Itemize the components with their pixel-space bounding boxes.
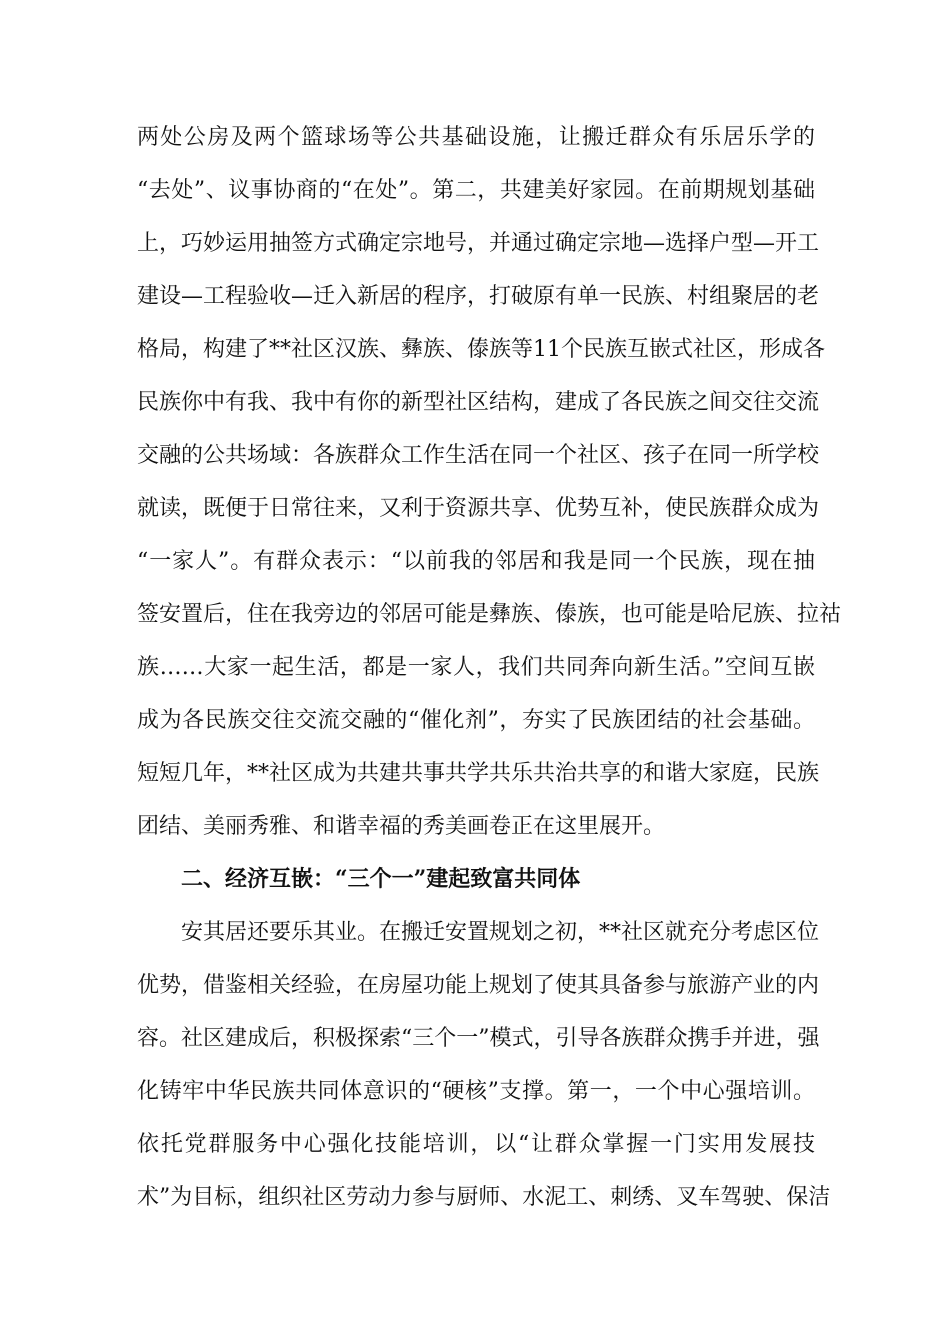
paragraph-1 bbox=[137, 111, 842, 853]
text-line: 团结、美丽秀雅、和谐幸福的秀美画卷正在这里展开。 bbox=[137, 814, 666, 839]
text-line: “一家人”。有群众表示：“以前我的邻居和我是同一个民族，现在抽 bbox=[137, 549, 815, 574]
text-line: 化铸牢中华民族共同体意识的“硬核”支撑。第一，一个中心强培训。 bbox=[137, 1079, 815, 1104]
text-line: 格局，构建了**社区汉族、彝族、傣族等11个民族互嵌式社区，形成各 bbox=[137, 337, 825, 362]
text-line: 术”为目标，组织社区劳动力参与厨师、水泥工、刺绣、叉车驾驶、保洁 bbox=[137, 1185, 831, 1210]
text-line: 安其居还要乐其业。在搬迁安置规划之初，**社区就充分考虑区位 bbox=[181, 920, 820, 945]
text-line: 两处公房及两个篮球场等公共基础设施，让搬迁群众有乐居乐学的 bbox=[137, 125, 815, 150]
text-line: 优势，借鉴相关经验，在房屋功能上规划了使其具备参与旅游产业的内 bbox=[137, 973, 820, 998]
text-line: 成为各民族交往交流交融的“催化剂”，夯实了民族团结的社会基础。 bbox=[137, 708, 815, 733]
text-line: 签安置后，住在我旁边的邻居可能是彝族、傣族，也可能是哈尼族、拉祜 bbox=[137, 602, 842, 627]
text-line: 建设—工程验收—迁入新居的程序，打破原有单一民族、村组聚居的老 bbox=[137, 284, 820, 309]
paragraph-2 bbox=[137, 906, 831, 1224]
text-line: 就读，既便于日常往来，又利于资源共享、优势互补，使民族群众成为 bbox=[137, 496, 820, 521]
text-line: “去处”、议事协商的“在处”。第二，共建美好家园。在前期规划基础 bbox=[137, 178, 815, 203]
text-line: 上，巧妙运用抽签方式确定宗地号，并通过确定宗地—选择户型—开工 bbox=[137, 231, 820, 256]
section-heading: 二、经济互嵌：“三个一”建起致富共同体 bbox=[181, 866, 581, 892]
text-line: 族……大家一起生活，都是一家人，我们共同奔向新生活。”空间互嵌 bbox=[137, 655, 815, 680]
text-line: 民族你中有我、我中有你的新型社区结构，建成了各民族之间交往交流 bbox=[137, 390, 820, 415]
text-line: 短短几年，**社区成为共建共事共学共乐共治共享的和谐大家庭，民族 bbox=[137, 761, 820, 786]
text-line: 容。社区建成后，积极探索“三个一”模式，引导各族群众携手并进，强 bbox=[137, 1026, 820, 1051]
text-line: 依托党群服务中心强化技能培训，以“让群众掌握一门实用发展技 bbox=[137, 1132, 815, 1157]
document-page bbox=[137, 111, 842, 1224]
text-line: 交融的公共场域：各族群众工作生活在同一个社区、孩子在同一所学校 bbox=[137, 443, 820, 468]
